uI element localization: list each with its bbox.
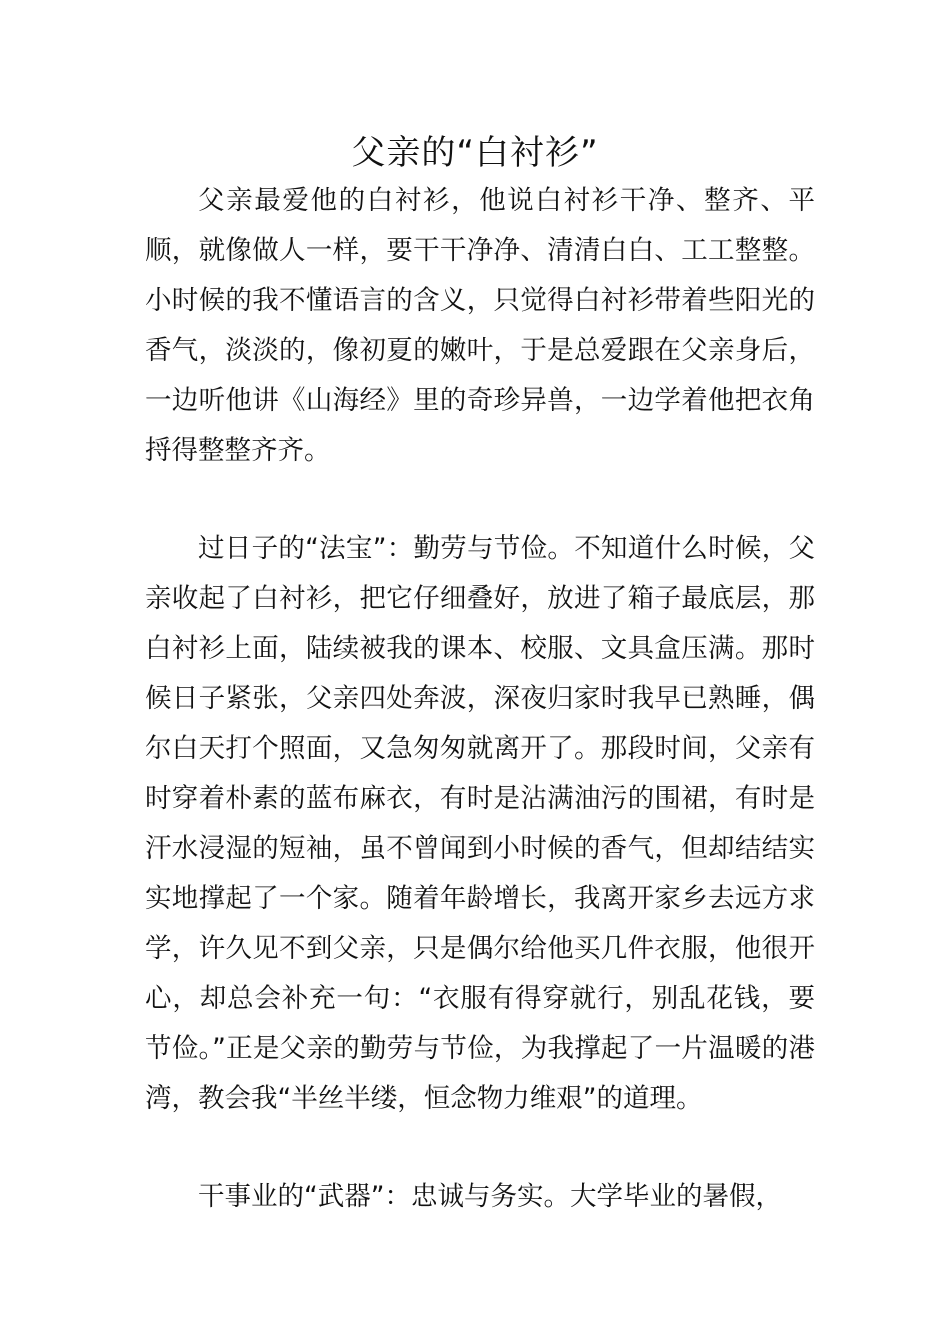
paragraph-diligence-frugality: 过日子的“法宝”：勤劳与节俭。不知道什么时候，父亲收起了白衬衫，把它仔细叠好，放进了箱子最底层，那白衬衫上面，陆续被我的课本、校服、文具盒压满。那时候日子紧张，父亲四处奔波，深夜归家时我早已熟睡，偶尔白天打个照面，又急匆匆就离开了。那段时间，父亲有时穿着朴素的蓝布麻衣，有时是沾满油污的围裙，有时是汗水浸湿的短袖，虽不曾闻到小时候的香气，但却结结实实地撑起了一个家。随着年龄增长，我离开家乡去远方求学，许久见不到父亲，只是偶尔给他买几件衣服，他很开心，却总会补充一句：“衣服有得穿就行，别乱花钱，要节俭。”正是父亲的勤劳与节俭，为我撑起了一片温暖的港湾，教会我“半丝半缕，恒念物力维艰”的道理。: [145, 533, 815, 1114]
paragraph-white-shirt-memory: 父亲最爱他的白衬衫，他说白衬衫干净、整齐、平顺，就像做人一样，要干干净净、清清白白、工工整整。小时候的我不懂语言的含义，只觉得白衬衫带着些阳光的香气，淡淡的，像初夏的嫩叶，于是总爱跟在父亲身后，一边听他讲《山海经》里的奇珍异兽，一边学着他把衣角捋得整整齐齐。: [145, 185, 815, 466]
paragraph-loyalty-pragmatism: 干事业的“武器”：忠诚与务实。大学毕业的暑假，: [198, 1181, 782, 1212]
document-title: 父亲的“白衬衫”: [351, 133, 599, 173]
